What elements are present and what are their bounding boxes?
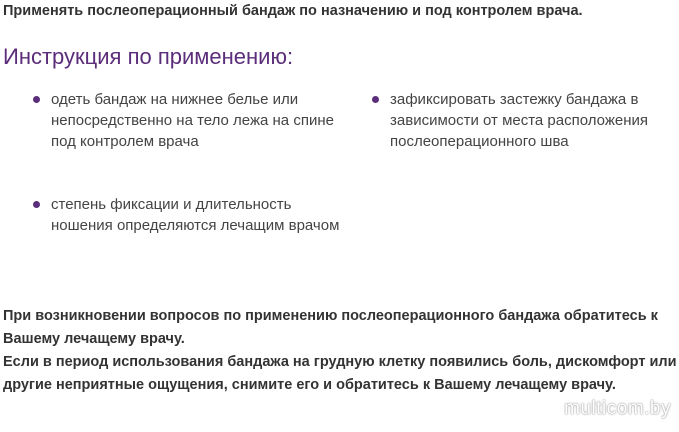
usage-note: Применять послеоперационный бандаж по назначению и под контролем врача.	[3, 3, 583, 19]
instruction-item-text: одеть бандаж на нижнее белье или непосредственно на тело лежа на спине под контролем врача	[51, 91, 334, 150]
watermark: multicom.by	[564, 398, 671, 419]
instruction-item	[390, 89, 679, 152]
bullet-dot-icon	[33, 201, 40, 208]
instruction-item	[51, 194, 351, 236]
instructions-heading: Инструкция по применению:	[3, 44, 294, 69]
instruction-item	[51, 89, 351, 152]
instruction-item-text: степень фиксации и длительность ношения определяются лечащим врачом	[51, 196, 340, 234]
bullet-dot-icon	[33, 96, 40, 103]
footer-paragraph-questions: При возникновении вопросов по применению послеоперационного бандажа обратитесь к Вашему лечащему врачу.	[3, 308, 658, 347]
footer-paragraph-discomfort: Если в период использования бандажа на грудную клетку появились боль, дискомфорт или другие неприятные ощущения, снимите его и обратитесь к Вашему лечащему врачу.	[3, 354, 677, 393]
footer-advice	[3, 305, 679, 397]
bullet-dot-icon	[372, 96, 379, 103]
instruction-item-text: зафиксировать застежку бандажа в зависимости от места расположения послеоперационного шва	[390, 91, 649, 150]
